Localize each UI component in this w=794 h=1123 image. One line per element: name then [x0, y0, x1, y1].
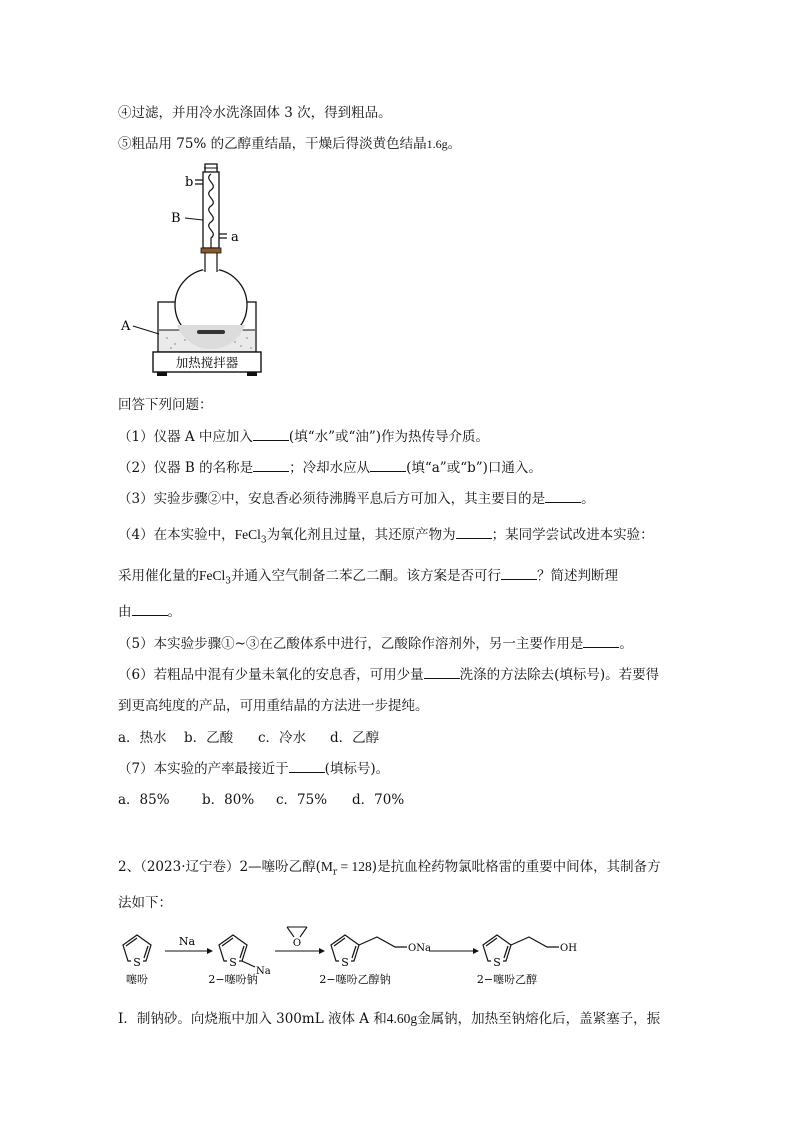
q3-answer-blank[interactable] — [545, 490, 581, 503]
reflux-apparatus-diagram — [115, 160, 295, 380]
step-5-line — [118, 135, 461, 153]
stopper — [201, 248, 221, 253]
inlet-a — [219, 234, 227, 238]
q4-text-a: （4）在本实验中， — [118, 527, 235, 543]
question-5 — [118, 635, 633, 653]
na-atom: Na — [256, 966, 271, 977]
question-2 — [118, 459, 542, 477]
q7-text-a: （7）本实验的产率最接近于 — [118, 761, 289, 777]
q4-text-c: ；某同学尝试改进本实验： — [491, 527, 654, 543]
question-3 — [118, 490, 595, 508]
p2-step1-text-a: Ⅰ．制钠砂。向烧瓶中加入 300mL 液体 A 和 — [118, 1011, 387, 1027]
condenser-inner-bulbs — [209, 174, 214, 250]
question-4-line-2 — [118, 567, 618, 591]
q4-answer-blank-1[interactable] — [456, 526, 492, 539]
q6-text-b: 洗涤的方法除去(填标号)。若要得 — [459, 667, 660, 683]
q1-text-a: （1）仪器 A 中应加入 — [118, 429, 253, 445]
q4-text-e: 并通入空气制备二苯乙二酮。该方案是否可行 — [231, 568, 501, 584]
q7-option-b: b．80% — [202, 792, 255, 808]
q1-answer-blank[interactable] — [253, 428, 289, 441]
s-atom-4: S — [493, 956, 501, 969]
q5-text-b: 。 — [619, 636, 633, 652]
ona-group: ONa — [408, 943, 431, 954]
name-thiophene-ethoxide: 2−噻吩乙醇钠 — [319, 973, 391, 986]
oh-group: OH — [560, 943, 577, 954]
q2-text-c: (填“a”或“b”)口通入。 — [406, 460, 542, 476]
s-atom-3: S — [341, 956, 349, 969]
name-thienylsodium: 2−噻吩钠 — [208, 973, 258, 986]
question-7 — [118, 760, 389, 778]
problem-2-line-2: 法如下： — [118, 895, 172, 911]
s-atom-2: S — [229, 956, 237, 969]
q6-answer-blank[interactable] — [424, 666, 460, 679]
q3-text-b: 。 — [581, 491, 595, 507]
q2-text-b: ；冷却水应从 — [289, 460, 371, 476]
thienylsodium-structure — [219, 935, 271, 977]
q4-text-f: ？简述判断理 — [537, 568, 618, 584]
problem-2-line-1 — [118, 858, 661, 882]
q4-formula-fecl3-2: FeCl — [199, 568, 226, 583]
q4-text-d: 采用催化量的 — [118, 568, 199, 584]
s-atom-1: S — [133, 956, 141, 969]
q4-text-g: 由 — [118, 604, 132, 620]
p2-formula-m: M — [320, 859, 333, 874]
q1-text-b: (填“水”或“油”)作为热传导介质。 — [288, 429, 490, 445]
label-a: a — [231, 230, 239, 245]
q2-answer-blank-2[interactable] — [370, 459, 406, 472]
label-b: b — [185, 175, 194, 190]
question-1 — [118, 428, 489, 446]
q4-answer-blank-3[interactable] — [132, 603, 168, 616]
thiophene-ethoxide-structure — [331, 935, 431, 969]
reagent-na: Na — [178, 935, 196, 948]
reaction-scheme — [115, 921, 595, 991]
name-thiophene-ethanol: 2−噻吩乙醇 — [476, 973, 538, 986]
q7-option-c: c．75% — [276, 792, 328, 808]
q5-text-a: （5）本实验步骤①~③在乙酸体系中进行，乙酸除作溶剂外，另一主要作用是 — [118, 636, 584, 652]
q2-answer-blank-1[interactable] — [253, 459, 289, 472]
name-thiophene: 噻吩 — [126, 973, 148, 986]
problem-2-step-1 — [118, 1010, 660, 1028]
p2-formula-sub: r — [332, 867, 338, 878]
heating-stirrer-label: 加热搅拌器 — [175, 355, 239, 370]
q6-option-b: b．乙酸 — [184, 730, 234, 746]
question-6-line-2: 到更高纯度的产品，可用重结晶的方法进一步提纯。 — [118, 698, 429, 714]
q4-formula-sub: 3 — [260, 535, 267, 546]
step-5-mass: 1.6g — [426, 137, 448, 151]
q6-option-a: a．热水 — [118, 730, 167, 746]
label-A: A — [121, 319, 131, 334]
p2-text-a: 2、（2023·辽宁卷）2—噻吩乙醇( — [118, 859, 321, 875]
question-7-options — [118, 791, 404, 809]
q7-option-d: d．70% — [352, 792, 405, 808]
thiophene-structure — [123, 935, 151, 969]
q6-option-d: d．乙醇 — [330, 730, 380, 746]
q5-answer-blank[interactable] — [583, 635, 619, 648]
condenser-tube — [203, 172, 219, 248]
question-6-options — [118, 729, 379, 747]
p2-text-b: )是抗血栓药物氯吡格雷的重要中间体，其制备方 — [371, 859, 661, 875]
q2-text-a: （2）仪器 B 的名称是 — [118, 460, 254, 476]
question-4-line-3 — [118, 603, 181, 621]
thiophene-ethanol-structure — [483, 935, 577, 969]
q4-formula-sub-2: 3 — [225, 576, 231, 587]
q4-answer-blank-2[interactable] — [501, 567, 537, 580]
q4-text-h: 。 — [167, 604, 181, 620]
q7-answer-blank[interactable] — [289, 760, 325, 773]
q4-formula-fecl3: FeCl — [234, 527, 261, 542]
epoxide-structure — [287, 927, 307, 949]
label-B: B — [171, 211, 181, 226]
step-5-text: ⑤粗品用 75% 的乙醇重结晶，干燥后得淡黄色结晶 — [118, 136, 427, 152]
q4-text-b: 为氧化剂且过量，其还原产物为 — [266, 527, 456, 543]
question-4-line-1 — [118, 526, 654, 550]
q3-text-a: （3）实验步骤②中，安息香必须待沸腾平息后方可加入，其主要目的是 — [118, 491, 546, 507]
o-atom-epoxide: O — [292, 938, 302, 949]
q6-option-c: c．冷水 — [258, 730, 307, 746]
step-4-text: ④过滤，并用冷水洗涤固体 3 次，得到粗品。 — [118, 105, 392, 121]
question-6-line-1 — [118, 666, 659, 684]
q7-option-a: a．85% — [118, 792, 170, 808]
p2-formula-eq: = 128 — [337, 859, 372, 874]
q6-text-a: （6）若粗品中混有少量未氧化的安息香，可用少量 — [118, 667, 424, 683]
step-5-end: 。 — [447, 136, 462, 152]
questions-intro: 回答下列问题： — [118, 397, 213, 413]
outlet-b — [195, 180, 203, 184]
p2-step1-text-b: 金属钠，加热至钠熔化后，盖紧塞子，振 — [417, 1011, 661, 1027]
q7-text-b: (填标号)。 — [324, 761, 390, 777]
p2-step1-mass: 4.60g — [386, 1011, 418, 1026]
